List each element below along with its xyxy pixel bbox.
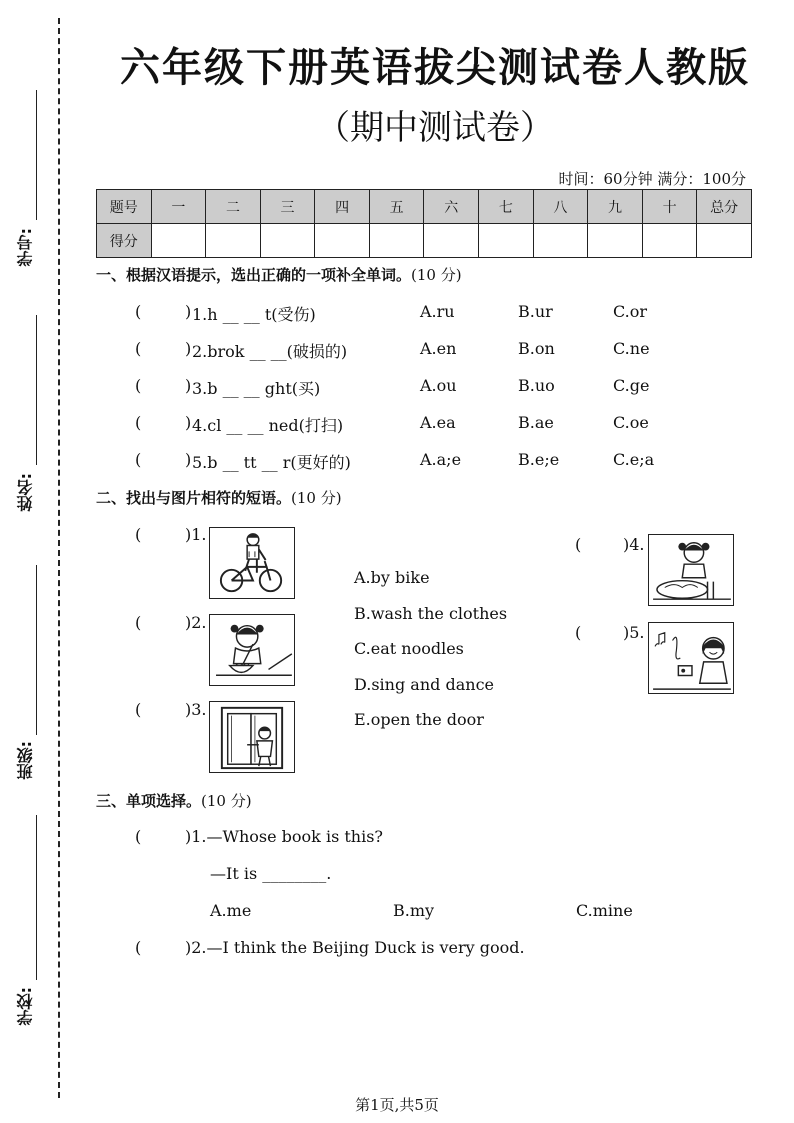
section-heading bbox=[96, 790, 252, 811]
option-c: C.eat noodles bbox=[354, 639, 464, 658]
binding-strip bbox=[0, 0, 70, 1123]
girl-opening-door-icon bbox=[210, 702, 294, 772]
answer-paren[interactable]: ( bbox=[135, 302, 142, 321]
answer-paren-close: ) bbox=[185, 450, 192, 469]
answer-paren[interactable]: ( bbox=[575, 535, 582, 554]
boy-riding-bike-icon bbox=[210, 528, 294, 598]
option-a: A.ea bbox=[420, 413, 456, 432]
girl-eating-noodles-icon bbox=[210, 615, 294, 685]
option-a: A.ru bbox=[420, 302, 455, 321]
wash-clothes-picture bbox=[648, 534, 734, 606]
field-label: 学号: bbox=[16, 228, 35, 267]
row-label: 得分 bbox=[97, 224, 152, 258]
field-student-number bbox=[14, 90, 48, 270]
row-label: 题号 bbox=[97, 190, 152, 224]
answer-paren-close: ) bbox=[185, 302, 192, 321]
field-label: 学校: bbox=[16, 987, 35, 1026]
question-text: 4.cl __ __ ned(打扫) bbox=[192, 416, 344, 435]
score-table-header-row bbox=[97, 190, 752, 224]
option-c: C.ne bbox=[613, 339, 650, 358]
field-class bbox=[14, 565, 48, 785]
girl-washing-clothes-icon bbox=[649, 535, 733, 605]
score-cell[interactable] bbox=[533, 224, 588, 258]
fill-line[interactable] bbox=[36, 565, 37, 735]
option-b: B.e;e bbox=[518, 450, 560, 469]
question-text: )1.—Whose book is this? bbox=[185, 827, 383, 846]
score-cell[interactable] bbox=[151, 224, 206, 258]
column-header: 总分 bbox=[697, 190, 752, 224]
answer-paren[interactable]: ( bbox=[135, 700, 142, 719]
option-d: D.sing and dance bbox=[354, 675, 494, 694]
score-cell[interactable] bbox=[588, 224, 643, 258]
column-header: 四 bbox=[315, 190, 370, 224]
score-table bbox=[96, 189, 752, 258]
section-points: (10 分) bbox=[201, 792, 252, 810]
cut-line bbox=[58, 18, 60, 1098]
option-c: C.ge bbox=[613, 376, 650, 395]
option-b: B.my bbox=[393, 901, 435, 920]
score-cell[interactable] bbox=[642, 224, 697, 258]
question-text: 2.brok __ __(破损的) bbox=[192, 342, 348, 361]
fill-line[interactable] bbox=[36, 315, 37, 465]
score-cell[interactable] bbox=[697, 224, 752, 258]
question-text: )2.—I think the Beijing Duck is very good. bbox=[185, 938, 525, 957]
girl-singing-icon bbox=[649, 623, 733, 693]
picture-question bbox=[575, 623, 645, 642]
column-header: 二 bbox=[206, 190, 261, 224]
option-a: A.ou bbox=[420, 376, 457, 395]
answer-paren[interactable]: ( bbox=[135, 450, 142, 469]
field-name bbox=[14, 315, 48, 515]
score-cell[interactable] bbox=[260, 224, 315, 258]
page-number: 第1页,共5页 bbox=[355, 1096, 439, 1114]
answer-paren[interactable]: ( bbox=[135, 613, 142, 632]
section-title: 一、根据汉语提示，选出正确的一项补全单词。 bbox=[96, 266, 412, 284]
question-text: 5.b __ tt __ r(更好的) bbox=[192, 453, 351, 472]
section-title: 二、找出与图片相符的短语。 bbox=[96, 489, 292, 507]
column-header: 五 bbox=[369, 190, 424, 224]
column-header: 三 bbox=[260, 190, 315, 224]
score-cell[interactable] bbox=[369, 224, 424, 258]
bike-picture bbox=[209, 527, 295, 599]
column-header: 八 bbox=[533, 190, 588, 224]
column-header: 七 bbox=[479, 190, 534, 224]
time-score-info: 时间：60分钟 满分：100分 bbox=[558, 170, 746, 188]
score-cell[interactable] bbox=[206, 224, 261, 258]
page-subtitle: （期中测试卷） bbox=[316, 108, 554, 148]
score-cell[interactable] bbox=[479, 224, 534, 258]
answer-paren[interactable]: ( bbox=[135, 339, 142, 358]
option-e: E.open the door bbox=[354, 710, 484, 729]
column-header: 六 bbox=[424, 190, 479, 224]
answer-paren[interactable]: ( bbox=[135, 938, 142, 957]
noodles-picture bbox=[209, 614, 295, 686]
section-title: 三、单项选择。 bbox=[96, 792, 202, 810]
option-b: B.on bbox=[518, 339, 555, 358]
column-header: 一 bbox=[151, 190, 206, 224]
option-a: A.by bike bbox=[354, 568, 430, 587]
field-school bbox=[14, 815, 48, 1030]
option-a: A.en bbox=[420, 339, 457, 358]
door-picture bbox=[209, 701, 295, 773]
question-text: 3.b __ __ ght(买) bbox=[192, 379, 321, 398]
answer-paren[interactable]: ( bbox=[135, 376, 142, 395]
question-number: )3. bbox=[185, 700, 207, 719]
page-title: 六年级下册英语拔尖测试卷人教版 bbox=[120, 45, 750, 91]
answer-paren[interactable]: ( bbox=[135, 413, 142, 432]
section-points: (10 分) bbox=[291, 489, 342, 507]
field-label: 班级: bbox=[16, 741, 35, 780]
answer-paren-close: ) bbox=[185, 413, 192, 432]
option-c: C.oe bbox=[613, 413, 649, 432]
column-header: 十 bbox=[642, 190, 697, 224]
option-c: C.or bbox=[613, 302, 648, 321]
fill-line[interactable] bbox=[36, 815, 37, 980]
field-label: 姓名: bbox=[16, 473, 35, 512]
question-text: 1.h __ __ t(受伤) bbox=[192, 305, 316, 324]
question-number: )4. bbox=[623, 535, 645, 554]
column-header: 九 bbox=[588, 190, 643, 224]
fill-line[interactable] bbox=[36, 90, 37, 220]
answer-paren[interactable]: ( bbox=[575, 623, 582, 642]
option-c: C.e;a bbox=[613, 450, 655, 469]
answer-paren[interactable]: ( bbox=[135, 827, 142, 846]
answer-paren-close: ) bbox=[185, 339, 192, 358]
option-a: A.me bbox=[210, 901, 252, 920]
option-b: B.wash the clothes bbox=[354, 604, 508, 623]
question-number: )1. bbox=[185, 525, 207, 544]
answer-line: —It is ________. bbox=[210, 864, 332, 883]
score-cell[interactable] bbox=[424, 224, 479, 258]
section-points: (10 分) bbox=[411, 266, 462, 284]
answer-paren[interactable]: ( bbox=[135, 525, 142, 544]
answer-paren-close: ) bbox=[185, 376, 192, 395]
score-table-score-row bbox=[97, 224, 752, 258]
section-heading bbox=[96, 487, 342, 508]
question-number: )2. bbox=[185, 613, 207, 632]
option-c: C.mine bbox=[576, 901, 633, 920]
option-a: A.a;e bbox=[420, 450, 462, 469]
picture-question bbox=[575, 535, 645, 554]
section-heading bbox=[96, 264, 462, 285]
option-b: B.ur bbox=[518, 302, 553, 321]
question-number: )5. bbox=[623, 623, 645, 642]
option-b: B.uo bbox=[518, 376, 555, 395]
score-cell[interactable] bbox=[315, 224, 370, 258]
option-b: B.ae bbox=[518, 413, 554, 432]
sing-dance-picture bbox=[648, 622, 734, 694]
